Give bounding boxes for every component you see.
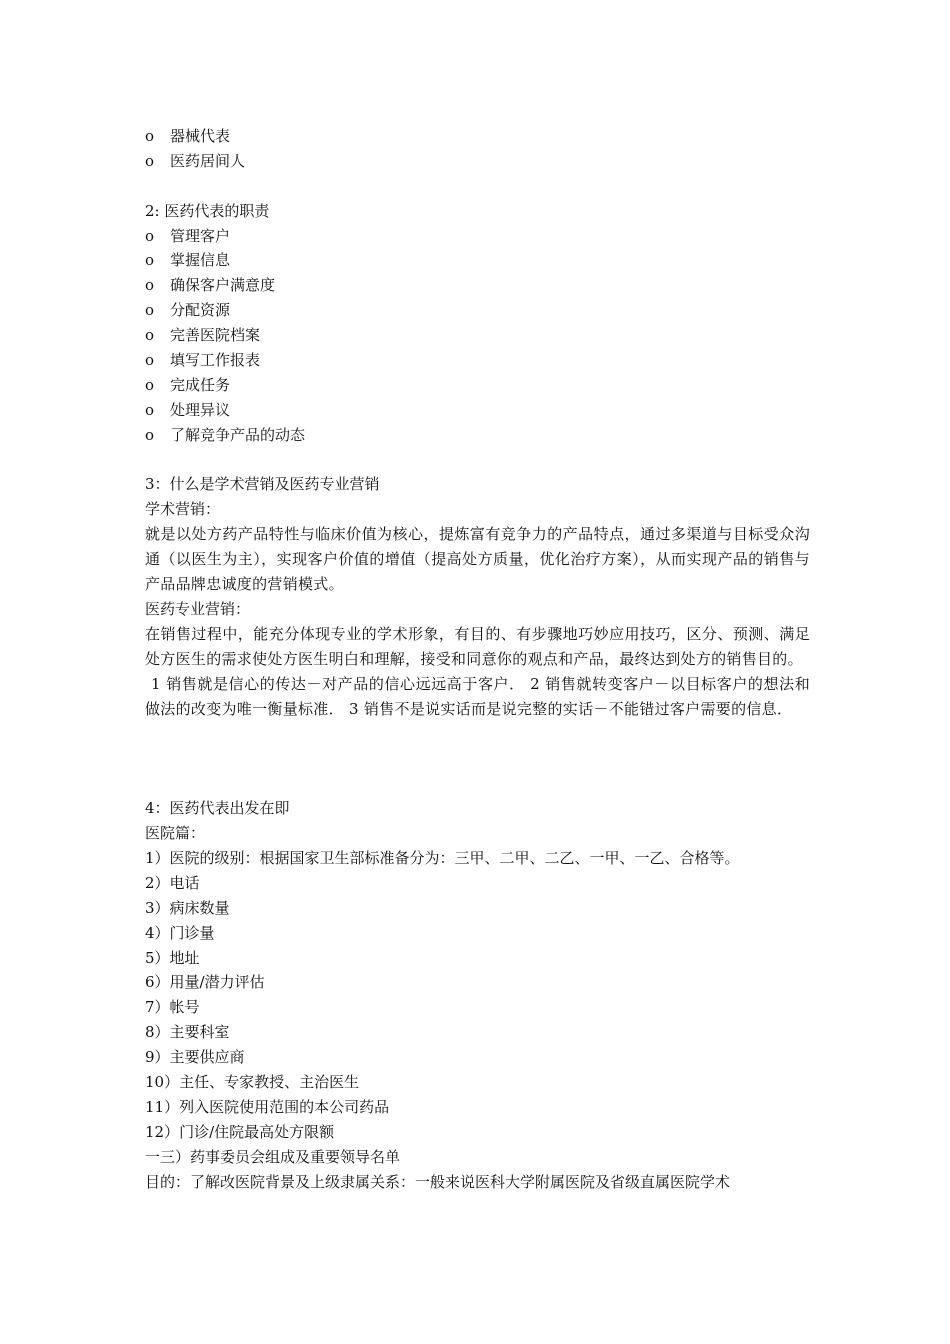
bullet-mark: o — [145, 301, 155, 320]
subheading: 医院篇： — [145, 824, 206, 843]
bullet-mark: o — [145, 276, 155, 295]
document-page — [145, 124, 810, 1194]
list-item — [145, 248, 810, 273]
term-label: 医药专业营销： — [145, 599, 251, 618]
list-item: 1）医院的级别：根据国家卫生部标准备分为：三甲、二甲、二乙、一甲、一乙、合格等。 — [145, 848, 740, 867]
list-item-text: 填写工作报表 — [170, 351, 261, 370]
list-item: 一三）药事委员会组成及重要领导名单 — [145, 1147, 401, 1166]
list-item: 9）主要供应商 — [145, 1048, 245, 1067]
list-item — [145, 398, 810, 423]
bullet-mark: o — [145, 400, 155, 419]
bullet-mark: o — [145, 425, 155, 444]
list-item: 6）用量/潜力评估 — [145, 973, 265, 992]
paragraph: 在销售过程中，能充分体现专业的学术形象，有目的、有步骤地巧妙应用技巧，区分、预测、满足处方医生的需求使处方医生明白和理解，接受和同意你的观点和产品，最终达到处方的销售目的。 — [145, 624, 810, 668]
bullet-mark: o — [145, 351, 155, 370]
list-item: 8）主要科室 — [145, 1023, 230, 1042]
spacer — [145, 448, 810, 473]
list-item — [145, 273, 810, 298]
paragraph: 1 销售就是信心的传达－对产品的信心远远高于客户． 2 销售就转变客户－以目标客户的想法和做法的改变为唯一衡量标准． 3 销售不是说实话而是说完整的实话－不能错过客户需要的信息． — [145, 674, 810, 718]
section-heading: 4：医药代表出发在即 — [145, 799, 290, 818]
bullet-mark: o — [145, 226, 155, 245]
list-item-text: 器械代表 — [170, 127, 231, 145]
spacer — [145, 174, 810, 199]
list-item: 10）主任、专家教授、主治医生 — [145, 1072, 360, 1091]
list-item-text: 处理异议 — [170, 400, 231, 419]
list-item: 11）列入医院使用范围的本公司药品 — [145, 1097, 390, 1116]
list-item: 12）门诊/住院最高处方限额 — [145, 1122, 335, 1141]
list-item — [145, 224, 810, 249]
list-item-text: 完成任务 — [170, 375, 231, 394]
list-item-text: 掌握信息 — [170, 251, 231, 270]
bullet-mark: o — [145, 251, 155, 270]
list-item: 5）地址 — [145, 948, 200, 967]
paragraph: 目的：了解改医院背景及上级隶属关系：一般来说医科大学附属医院及省级直属医院学术 — [145, 1172, 731, 1191]
list-item — [145, 423, 810, 448]
list-item-text: 医药居间人 — [170, 151, 246, 170]
list-item-text: 完善医院档案 — [170, 326, 261, 345]
list-item — [145, 323, 810, 348]
bullet-mark: o — [145, 127, 155, 145]
bullet-mark: o — [145, 375, 155, 394]
list-item: 4）门诊量 — [145, 923, 215, 942]
list-item: 3）病床数量 — [145, 898, 230, 917]
bullet-mark: o — [145, 326, 155, 345]
bullet-mark: o — [145, 151, 155, 170]
list-item — [145, 298, 810, 323]
list-item — [145, 373, 810, 398]
list-item — [145, 348, 810, 373]
term-label: 学术营销： — [145, 500, 221, 519]
list-item-text: 管理客户 — [170, 226, 231, 245]
spacer — [145, 721, 810, 796]
list-item: 2）电话 — [145, 873, 200, 892]
section-heading: 2: 医药代表的职责 — [145, 201, 270, 220]
list-item — [145, 124, 810, 149]
list-item-text: 确保客户满意度 — [170, 276, 276, 295]
paragraph: 就是以处方药产品特性与临床价值为核心，提炼富有竞争力的产品特点，通过多渠道与目标受众沟通（以医生为主），实现客户价值的增值（提高处方质量，优化治疗方案），从而实现产品的销售与产品品牌忠诚度的营销模式。 — [145, 525, 810, 594]
list-item: 7）帐号 — [145, 998, 200, 1017]
section-heading: 3：什么是学术营销及医药专业营销 — [145, 475, 380, 494]
list-item — [145, 149, 810, 174]
list-item-text: 分配资源 — [170, 301, 231, 320]
list-item-text: 了解竞争产品的动态 — [170, 425, 306, 444]
